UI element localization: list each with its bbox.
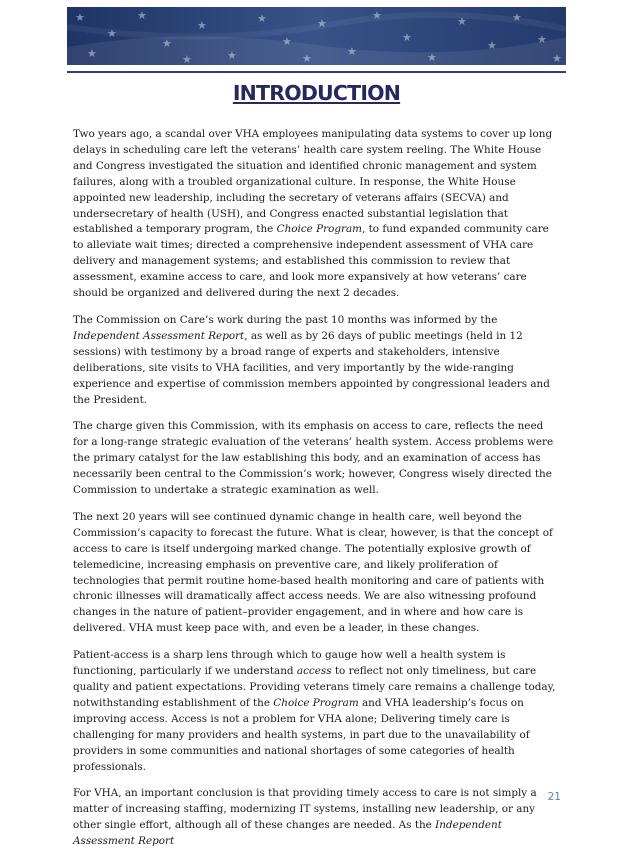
title-rule [67, 71, 566, 73]
svg-text:★: ★ [372, 9, 382, 22]
page-number: 21 [547, 791, 561, 803]
italic-run: Choice Program [276, 223, 363, 236]
text-run: to reflect not only timeliness, but care quality and patient expectations. Providing veterans timely care remains a challenge today, notwithstanding establishment of the [73, 665, 556, 709]
svg-text:★: ★ [197, 19, 207, 32]
svg-text:★: ★ [87, 47, 97, 60]
text-run: and VHA leadership’s focus on improving access. Access is not a problem for VHA alone; Delivering timely care is challenging for many providers and health systems, in part due to the unavailability of providers in some communities and national shortages of some categories of health professionals. [73, 696, 530, 773]
text-run: For VHA, an important conclusion is that providing timely access to care is not simply a matter of increasing staffing, modernizing IT systems, installing new leadership, or any other single effort, although all of these changes are needed. As the [73, 787, 537, 832]
paragraph-3: The charge given this Commission, with its emphasis on access to care, reflects the need for a long-range strategic evaluation of the veterans’ health system. Access problems were the primary catalyst for the law establishing this body, and an examination of access has necessarily been central to the Commission’s work; however, Congress wisely directed the Commission to undertake a strategic examination as well. [73, 420, 554, 497]
svg-text:★: ★ [537, 33, 547, 46]
svg-text:★: ★ [347, 45, 357, 58]
svg-text:★: ★ [552, 52, 562, 65]
svg-text:★: ★ [227, 49, 237, 62]
svg-text:★: ★ [427, 51, 437, 64]
svg-text:★: ★ [182, 53, 192, 65]
svg-text:★: ★ [317, 17, 327, 30]
svg-text:★: ★ [282, 35, 292, 48]
paragraph-6 [73, 786, 557, 850]
italic-run: access [296, 665, 332, 678]
text-run: , to fund expanded community care to alleviate wait times; directed a comprehensive independent assessment of VHA care delivery and management systems; and established this commission to review that assessment, examine access to care, and look more expansively at how veterans’ care should be organized and delivered during the next 2 decades. [73, 223, 549, 300]
page-title: INTRODUCTION [232, 81, 401, 105]
svg-text:★: ★ [75, 11, 85, 24]
header-banner [67, 7, 566, 65]
italic-run: Independent Assessment Report [73, 819, 502, 848]
paragraph-2 [73, 313, 557, 408]
text-run: , as well as by 26 days of public meetings (held in 12 sessions) with testimony by a broad range of experts and stakeholders, intensive deliberations, site visits to VHA facilities, and very importantly by the wide-ranging experience and expertise of commission members appointed by congressional leaders and the President. [73, 329, 550, 406]
svg-text:★: ★ [257, 12, 267, 25]
svg-text:★: ★ [162, 37, 172, 50]
svg-text:★: ★ [512, 11, 522, 24]
text-run: Patient-access is a sharp lens through which to gauge how well a health system is functioning, particularly if we understand [73, 649, 506, 678]
svg-text:★: ★ [107, 27, 117, 40]
italic-run: Choice Program [273, 696, 359, 709]
text-run: The Commission on Care’s work during the past 10 months was informed by the [73, 313, 498, 326]
svg-text:★: ★ [487, 39, 497, 52]
body-text [73, 127, 557, 861]
svg-text:★: ★ [457, 15, 467, 28]
paragraph-1 [73, 127, 557, 302]
italic-run: Independent Assessment Report [73, 329, 245, 342]
text-run: Two years ago, a scandal over VHA employees manipulating data systems to cover up long delays in scheduling care left the veterans’ health care system reeling. The White House and Congress investigated the situation and identified chronic management and system failures, along with a troubled organizational culture. In response, the White House appointed new leadership, including the secretary of veterans affairs (SECVA) and undersecretary of health (USH), and Congress enacted substantial legislation that established a temporary program, the [73, 128, 553, 236]
paragraph-4: The next 20 years will see continued dynamic change in health care, well beyond the Commission’s capacity to forecast the future. What is clear, however, is that the concept of access to care is itself undergoing marked change. The potentially explosive growth of telemedicine, increasing emphasis on preventive care, and likely proliferation of technologies that permit routine home-based health monitoring and care of patients with chronic illnesses will dramatically affect access needs. We are also witnessing profound changes in the nature of patient–provider engagement, and in where and how care is delivered. VHA must keep pace with, and even be a leader, in these changes. [73, 510, 553, 635]
svg-text:★: ★ [302, 52, 312, 65]
title-block [67, 71, 566, 113]
svg-text:★: ★ [137, 9, 147, 22]
banner-stars-graphic [67, 7, 566, 65]
svg-text:★: ★ [402, 31, 412, 44]
paragraph-5 [73, 648, 557, 775]
